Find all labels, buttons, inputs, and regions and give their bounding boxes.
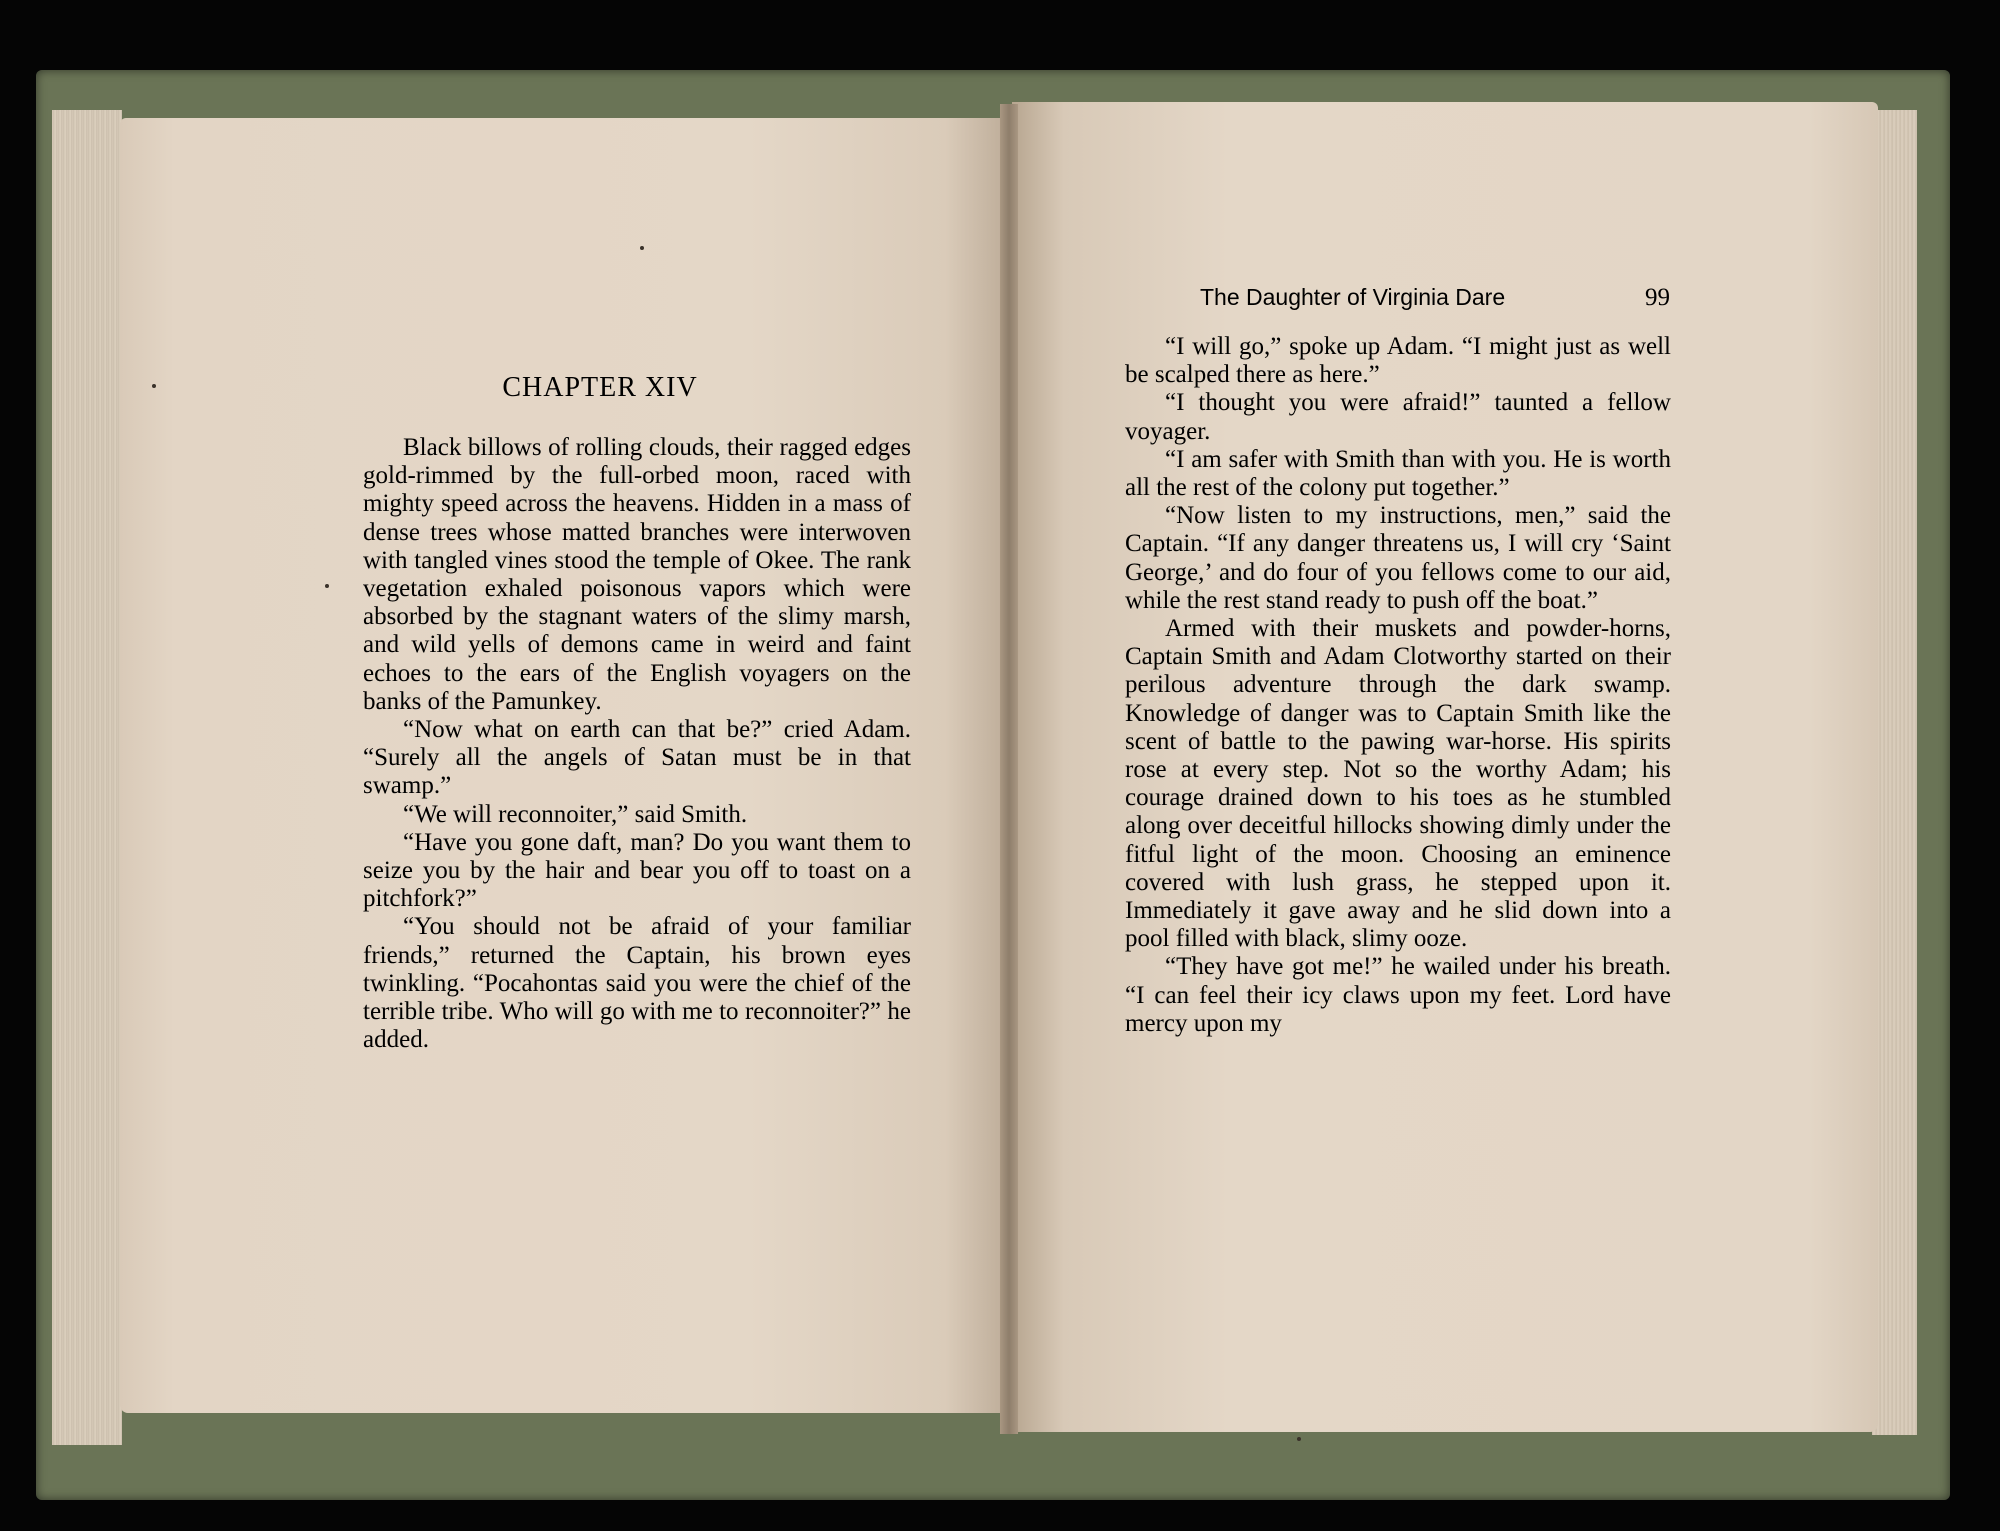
paper-speck [1297, 1437, 1301, 1441]
paragraph: “You should not be afraid of your familiar friends,” returned the Captain, his brown eyes twinkling. “Pocahontas said you were the chief of the terrible tribe. Who will go with me to reconnoiter?” he added. [363, 913, 911, 1054]
paragraph: “I thought you were afraid!” taunted a fellow voyager. [1125, 389, 1671, 445]
paragraph: Armed with their muskets and powder-horns, Captain Smith and Adam Clotworthy started on their perilous adventure through the dark swamp. Knowledge of danger was to Captain Smith like the scent of battle to the pawing war-horse. His spirits rose at every step. Not so the worthy Adam; his courage drained down to his toes as he stumbled along over deceitful hillocks showing dimly under the fitful light of the moon. Choosing an eminence covered with lush grass, he stepped upon it. Immediately it gave away and he slid down into a pool filled with black, slimy ooze. [1125, 615, 1671, 953]
page-edges-right [1872, 110, 1917, 1435]
left-page-text [363, 434, 911, 1054]
running-head-title: The Daughter of Virginia Dare [1200, 284, 1506, 310]
paragraph: “I will go,” spoke up Adam. “I might just as well be scalped there as here.” [1125, 333, 1671, 389]
paper-speck [152, 384, 156, 388]
paragraph: “They have got me!” he wailed under his breath. “I can feel their icy claws upon my feet. Lord have mercy upon my [1125, 953, 1671, 1037]
right-page-text [1125, 333, 1671, 1038]
paragraph: “Have you gone daft, man? Do you want them to seize you by the hair and bear you off to toast on a pitchfork?” [363, 828, 911, 913]
paragraph: “Now listen to my instructions, men,” said the Captain. “If any danger threatens us, I will cry ‘Saint George,’ and do four of you fellows come to our aid, while the rest stand ready to push off the boat.” [1125, 502, 1671, 614]
page-number: 99 [1645, 284, 1670, 311]
paragraph: “I am safer with Smith than with you. He is worth all the rest of the colony put together.” [1125, 445, 1671, 502]
paper-speck [640, 246, 644, 250]
book-gutter [1000, 104, 1018, 1434]
paragraph: “Now what on earth can that be?” cried Adam. “Surely all the angels of Satan must be in that swamp.” [363, 716, 911, 800]
paragraph: Black billows of rolling clouds, their ragged edges gold-rimmed by the full-orbed moon, raced with mighty speed across the heavens. Hidden in a mass of dense trees whose matted branches were interwoven with tangled vines stood the temple of Okee. The rank vegetation exhaled poisonous vapors which were absorbed by the stagnant waters of the slimy marsh, and wild yells of demons came in weird and faint echoes to the ears of the English voyagers on the banks of the Pamunkey. [363, 434, 911, 715]
paragraph: “We will reconnoiter,” said Smith. [403, 800, 748, 828]
paper-speck [325, 584, 329, 588]
page-edges-left [52, 110, 122, 1445]
chapter-title: CHAPTER XIV [502, 372, 698, 403]
running-head [1200, 284, 1670, 316]
